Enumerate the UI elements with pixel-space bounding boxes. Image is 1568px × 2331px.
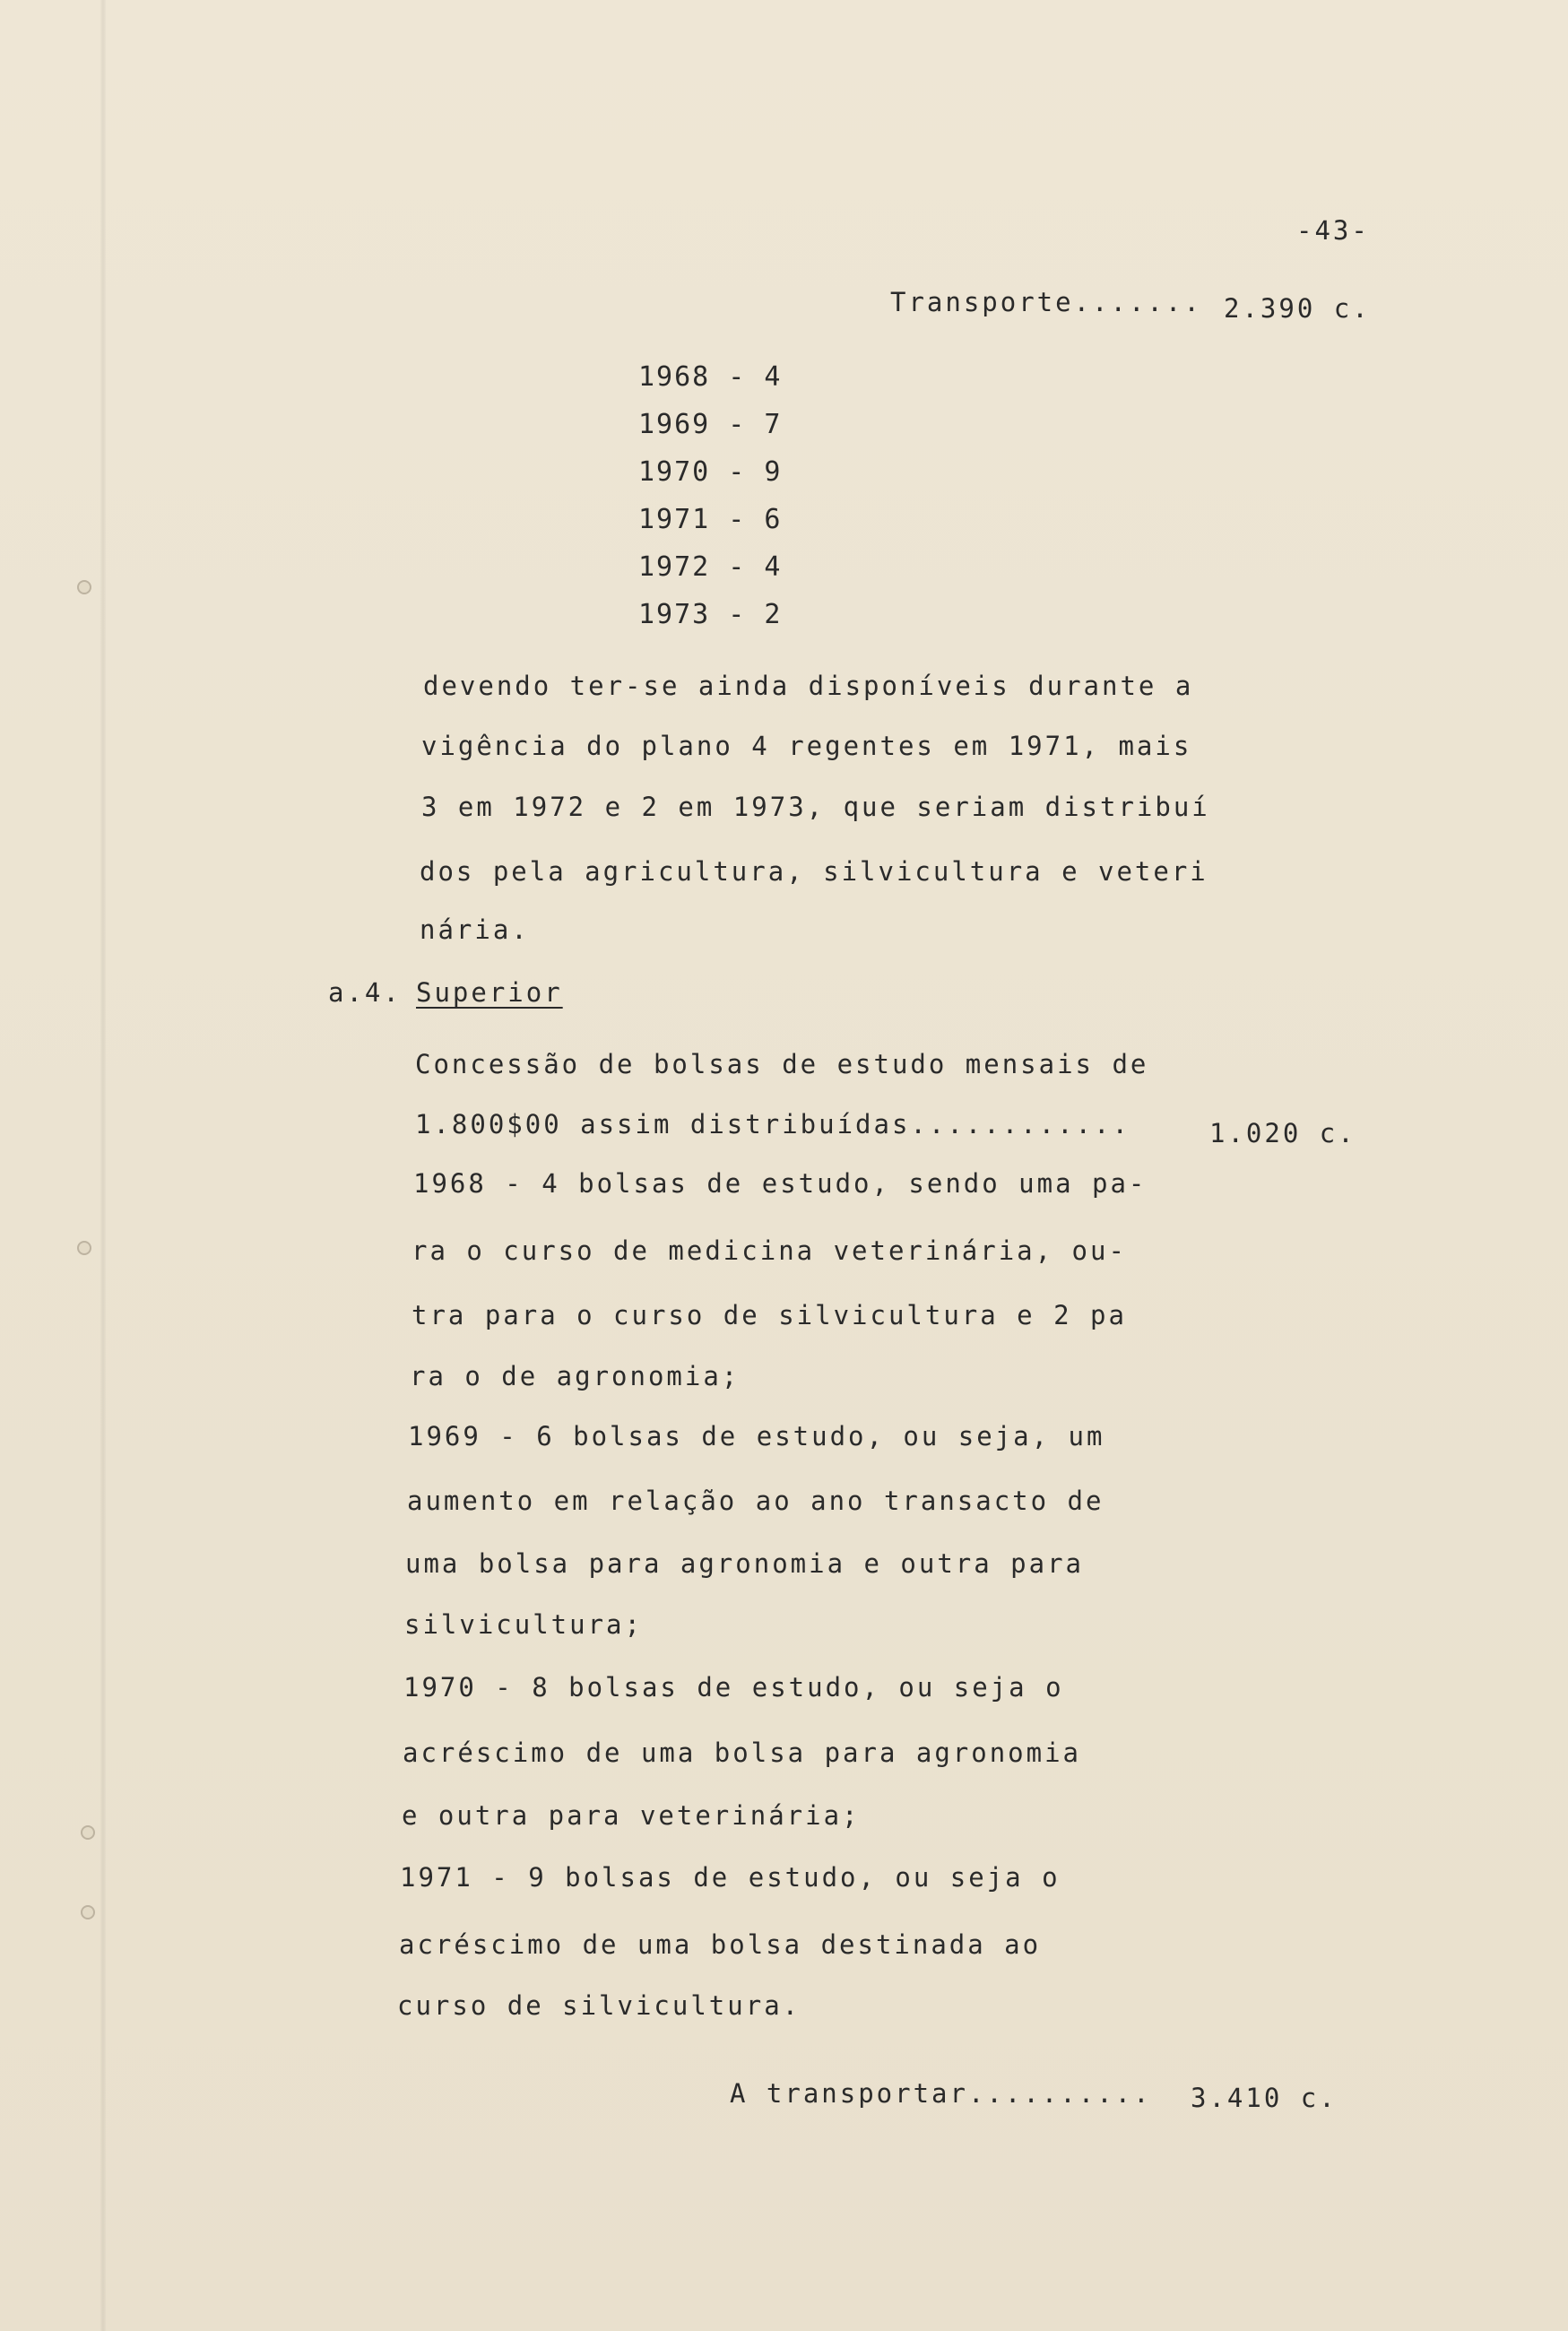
carry-out-amount: 3.410 c. (1191, 2083, 1338, 2113)
paragraph-line: devendo ter-se ainda disponíveis durante a (423, 671, 1194, 701)
paragraph-line: vigência do plano 4 regentes em 1971, mais (421, 731, 1192, 761)
paragraph-line: dos pela agricultura, silvicultura e veteri (420, 856, 1208, 887)
bolsas-detail-line: acréscimo de uma bolsa para agronomia (403, 1737, 1082, 1768)
bolsas-detail-line: ra o curso de medicina veterinária, ou- (411, 1235, 1127, 1266)
punch-hole (81, 1905, 95, 1919)
regent-year-row: 1968 - 4 (638, 361, 783, 393)
carry-in-label: Transporte....... (890, 287, 1202, 317)
bolsas-detail-line: silvicultura; (404, 1609, 643, 1640)
bolsas-detail-line: 1971 - 9 bolsas de estudo, ou seja o (400, 1862, 1061, 1893)
bolsas-detail-line: e outra para veterinária; (402, 1800, 861, 1831)
bolsas-intro-line: 1.800$00 assim distribuídas............ (415, 1109, 1131, 1140)
punch-hole (77, 580, 91, 594)
bolsas-detail-line: ra o de agronomia; (410, 1361, 741, 1391)
section-title: Superior (416, 977, 563, 1008)
bolsas-detail-line: 1969 - 6 bolsas de estudo, ou seja, um (408, 1421, 1105, 1451)
punch-hole (81, 1825, 95, 1840)
bolsas-detail-line: curso de silvicultura. (397, 1990, 801, 2021)
regent-year-row: 1970 - 9 (638, 456, 783, 488)
regent-year-row: 1972 - 4 (638, 551, 783, 583)
regent-year-row: 1973 - 2 (638, 599, 783, 630)
bolsas-detail-line: 1970 - 8 bolsas de estudo, ou seja o (403, 1672, 1064, 1703)
paragraph-line: 3 em 1972 e 2 em 1973, que seriam distribuí (421, 792, 1210, 822)
punch-hole (77, 1241, 91, 1255)
bolsas-detail-line: acréscimo de uma bolsa destinada ao (399, 1929, 1042, 1960)
bolsas-detail-line: tra para o curso de silvicultura e 2 pa (411, 1300, 1127, 1330)
paragraph-line: nária. (420, 914, 530, 945)
bolsas-intro-line: Concessão de bolsas de estudo mensais de (415, 1049, 1149, 1079)
regent-year-row: 1969 - 7 (638, 409, 783, 440)
bolsas-amount: 1.020 c. (1209, 1118, 1356, 1148)
carry-out-label: A transportar.......... (730, 2078, 1152, 2109)
bolsas-detail-line: uma bolsa para agronomia e outra para (405, 1548, 1085, 1579)
page-number: -43- (1296, 215, 1370, 246)
bolsas-detail-line: 1968 - 4 bolsas de estudo, sendo uma pa- (413, 1168, 1148, 1199)
regent-year-row: 1971 - 6 (638, 504, 783, 535)
bolsas-detail-line: aumento em relação ao ano transacto de (407, 1486, 1105, 1516)
section-number: a.4. (328, 977, 402, 1008)
carry-in-amount: 2.390 c. (1224, 293, 1371, 324)
page-crease (100, 0, 106, 2331)
